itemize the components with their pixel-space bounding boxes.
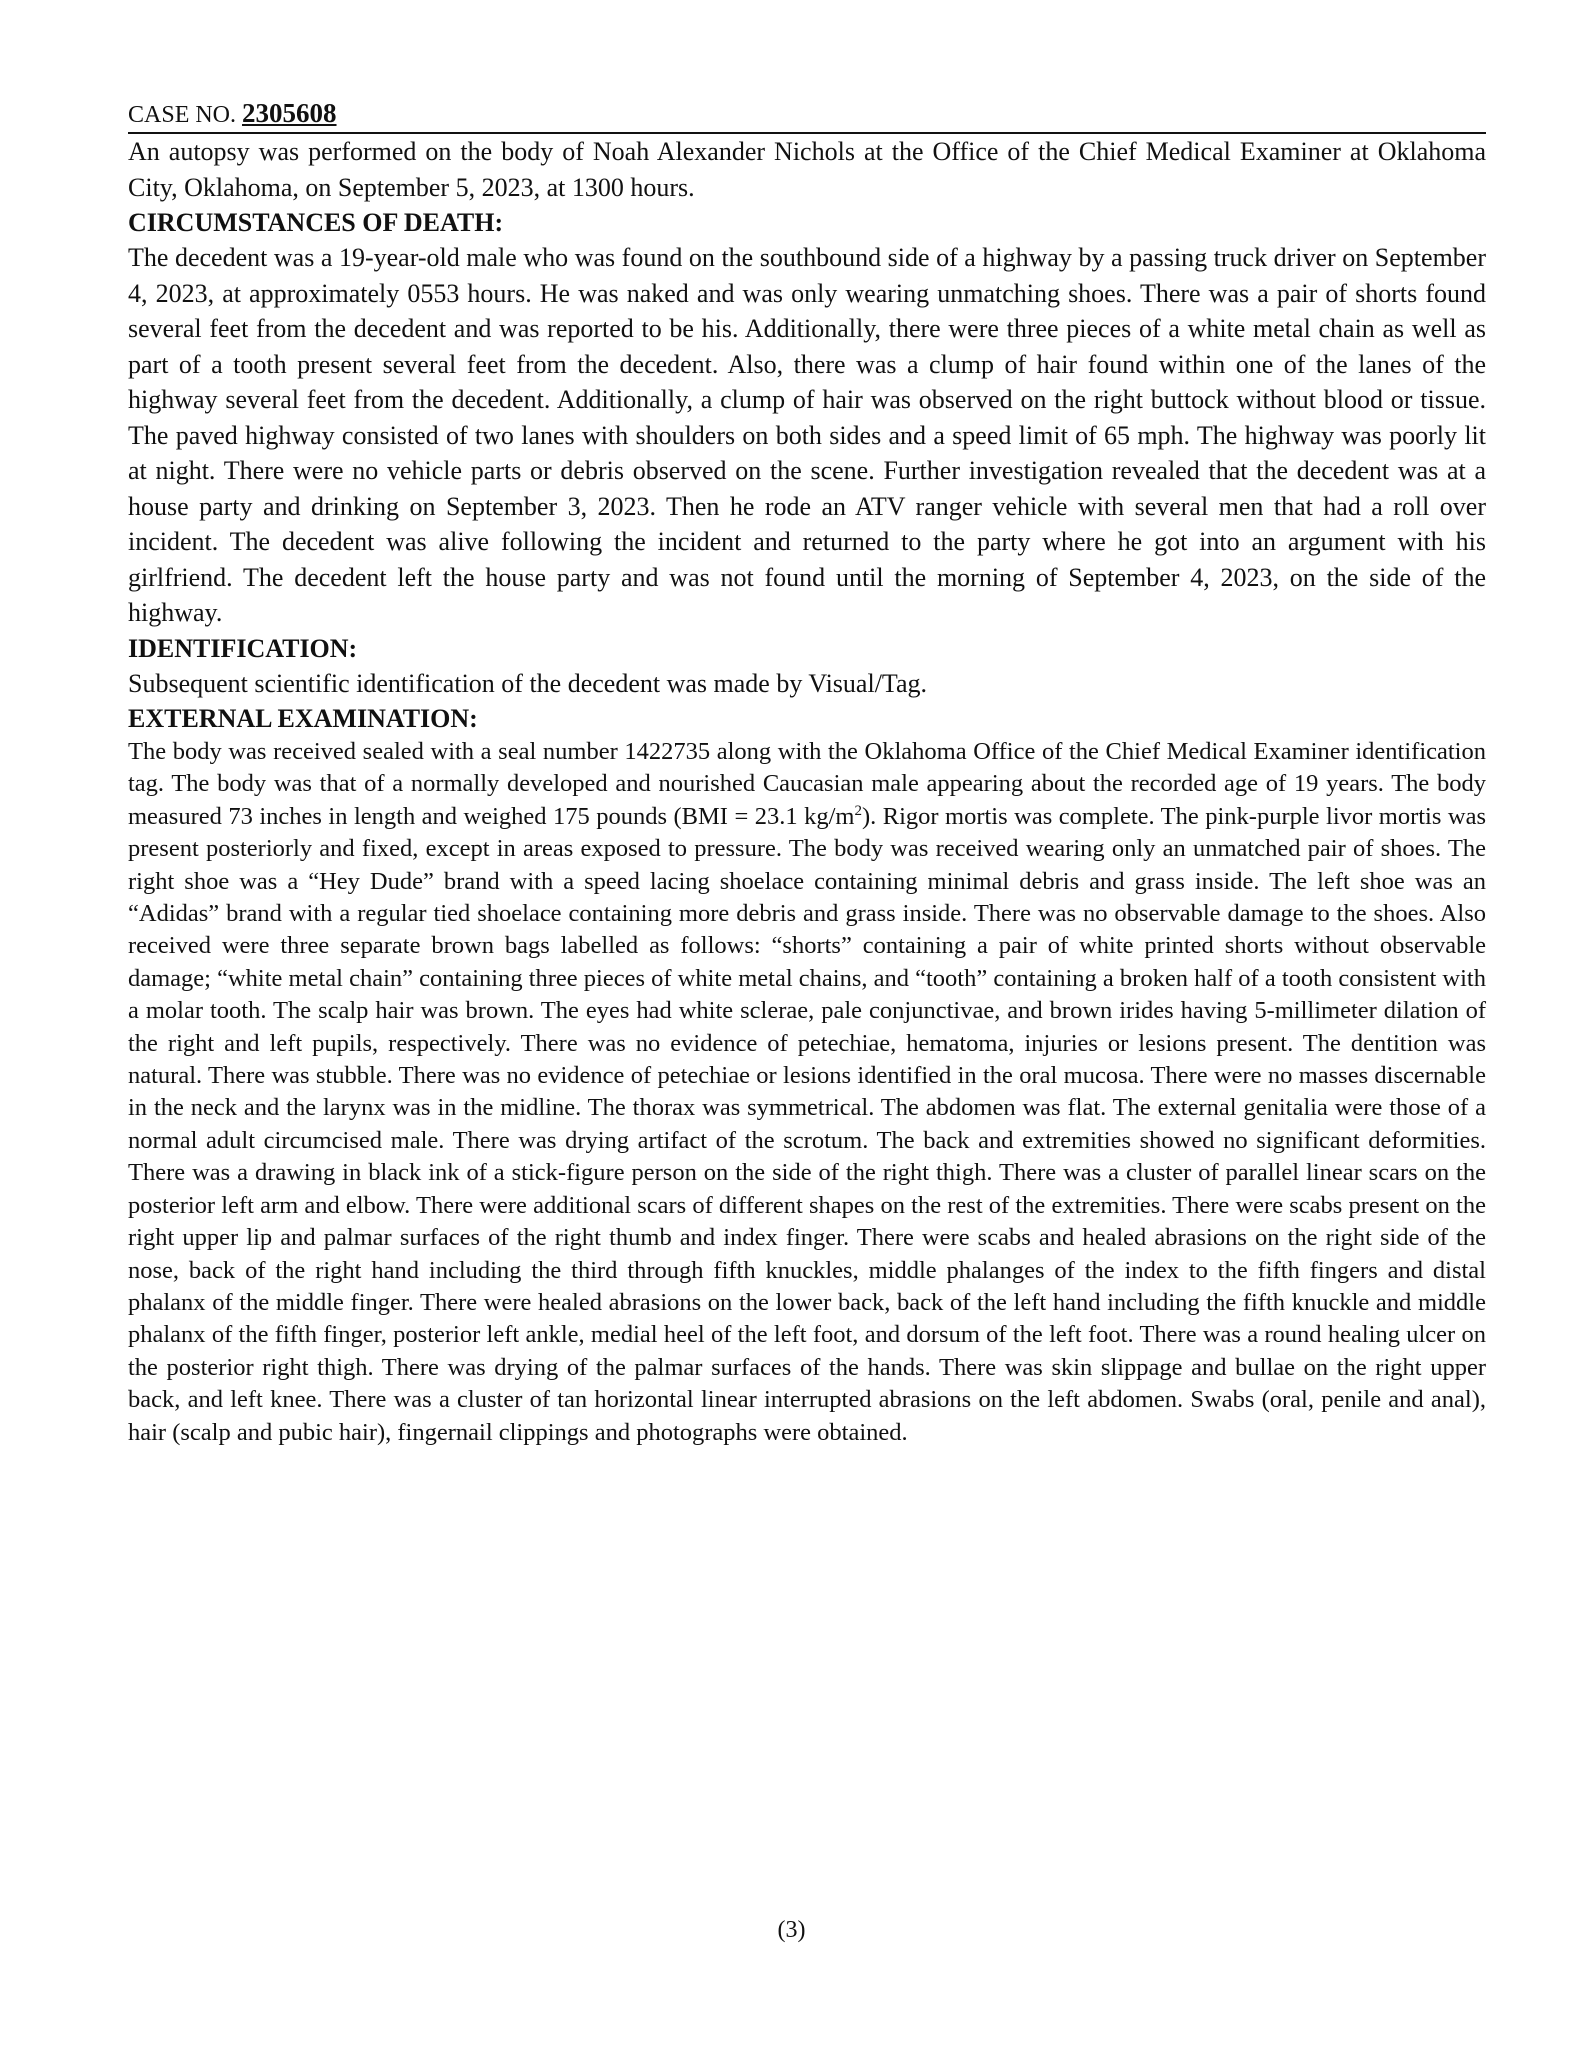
document-page <box>128 96 1486 1449</box>
identification-paragraph: Subsequent scientific identification of the decedent was made by Visual/Tag. <box>128 668 928 698</box>
page-number: (3) <box>777 1917 806 1943</box>
page-header <box>128 96 1486 134</box>
superscript-2: 2 <box>854 802 862 819</box>
case-number: 2305608 <box>242 98 337 128</box>
external-examination-heading: EXTERNAL EXAMINATION: <box>128 704 478 733</box>
identification-heading: IDENTIFICATION: <box>128 633 358 663</box>
external-text-part1: The body was received sealed with a seal number 1422735 along with the Oklahoma Office of the Chief Medical Examiner identification tag. The body was that of a normally developed and nourished Caucasian male appearing about the recorded age of 19 years. The body measured 73 inches in length and weighed 175 pounds (BMI = 23.1 kg/m <box>128 738 1486 830</box>
external-examination-paragraph <box>128 736 1486 1449</box>
intro-paragraph: An autopsy was performed on the body of Noah Alexander Nichols at the Office of the Chief Medical Examiner at Oklahoma City, Oklahoma, on September 5, 2023, at 1300 hours. <box>128 137 1486 202</box>
case-label-text: CASE NO. <box>128 102 237 128</box>
circumstances-heading: CIRCUMSTANCES OF DEATH: <box>128 208 504 237</box>
circumstances-paragraph: The decedent was a 19-year-old male who was found on the southbound side of a highway by a passing truck driver on September 4, 2023, at approximately 0553 hours. He was naked and was only wearing unmatching shoes. There was a pair of shorts found several feet from the decedent and was reported to be his. Additionally, there were three pieces of a white metal chain as well as part of a tooth present several feet from the decedent. Also, there was a clump of hair found within one of the lanes of the highway several feet from the decedent. Additionally, a clump of hair was observed on the right buttock without blood or tissue. The paved highway consisted of two lanes with shoulders on both sides and a speed limit of 65 mph. The highway was poorly lit at night. There were no vehicle parts or debris observed on the scene. Further investigation revealed that the decedent was at a house party and drinking on September 3, 2023. Then he rode an ATV ranger vehicle with several men that had a roll over incident. The decedent was alive following the incident and returned to the party where he got into an argument with his girlfriend. The decedent left the house party and was not found until the morning of September 4, 2023, on the side of the highway. <box>128 243 1486 627</box>
external-text-part2: ). Rigor mortis was complete. The pink-purple livor mortis was present posteriorly and fixed, except in areas exposed to pressure. The body was received wearing only an unmatched pair of shoes. The right shoe was a “Hey Dude” brand with a speed lacing shoelace containing minimal debris and grass inside. The left shoe was an “Adidas” brand with a regular tied shoelace containing more debris and grass inside. There was no observable damage to the shoes. Also received were three separate brown bags labelled as follows: “shorts” containing a pair of white printed shorts without observable damage; “white metal chain” containing three pieces of white metal chains, and “tooth” containing a broken half of a tooth consistent with a molar tooth. The scalp hair was brown. The eyes had white sclerae, pale conjunctivae, and brown irides having 5-millimeter dilation of the right and left pupils, respectively. There was no evidence of petechiae, hematoma, injuries or lesions present. The dentition was natural. There was stubble. There was no evidence of petechiae or lesions identified in the oral mucosa. There were no masses discernable in the neck and the larynx was in the midline. The thorax was symmetrical. The abdomen was flat. The external genitalia were those of a normal adult circumcised male. There was drying artifact of the scrotum. The back and extremities showed no significant deformities. There was a drawing in black ink of a stick-figure person on the side of the right thigh. There was a cluster of parallel linear scars on the posterior left arm and elbow. There were additional scars of different shapes on the rest of the extremities. There were scabs present on the right upper lip and palmar surfaces of the right thumb and index finger. There were scabs and healed abrasions on the right side of the nose, back of the right hand including the third through fifth knuckles, middle phalanges of the index to the fifth fingers and distal phalanx of the middle finger. There were healed abrasions on the lower back, back of the left hand including the fifth knuckle and middle phalanx of the fifth finger, posterior left ankle, medial heel of the left foot, and dorsum of the left foot. There was a round healing ulcer on the posterior right thigh. There was drying of the palmar surfaces of the hands. There was skin slippage and bullae on the right upper back, and left knee. There was a cluster of tan horizontal linear interrupted abrasions on the left abdomen. Swabs (oral, penile and anal), hair (scalp and pubic hair), fingernail clippings and photographs were obtained. <box>128 802 1486 1446</box>
case-label <box>128 98 337 129</box>
